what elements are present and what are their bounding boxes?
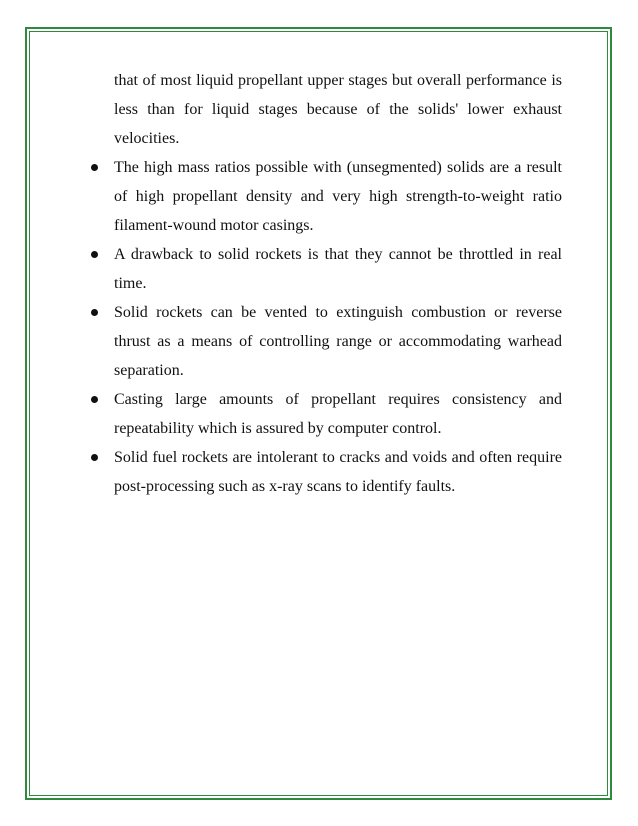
bullet-text: Casting large amounts of propellant requires consistency and repeatability which is assured by computer control. [114, 391, 562, 437]
document-body [90, 66, 562, 501]
bullet-list [90, 153, 562, 501]
bullet-icon [91, 164, 98, 171]
bullet-item [90, 443, 562, 501]
bullet-item [90, 298, 562, 385]
bullet-icon [91, 251, 98, 258]
bullet-text: The high mass ratios possible with (unsegmented) solids are a result of high propellant density and very high strength-to-weight ratio filament-wound motor casings. [114, 159, 562, 234]
bullet-text: A drawback to solid rockets is that they cannot be throttled in real time. [114, 246, 562, 292]
bullet-text: Solid rockets can be vented to extinguish combustion or reverse thrust as a means of controlling range or accommodating warhead separation. [114, 304, 562, 379]
bullet-item [90, 240, 562, 298]
continuation-paragraph: that of most liquid propellant upper stages but overall performance is less than for liquid stages because of the solids' lower exhaust velocities. [114, 72, 562, 147]
bullet-icon [91, 454, 98, 461]
bullet-icon [91, 309, 98, 316]
bullet-text: Solid fuel rockets are intolerant to cracks and voids and often require post-processing such as x-ray scans to identify faults. [114, 449, 562, 495]
bullet-item [90, 153, 562, 240]
bullet-item [90, 385, 562, 443]
bullet-icon [91, 396, 98, 403]
